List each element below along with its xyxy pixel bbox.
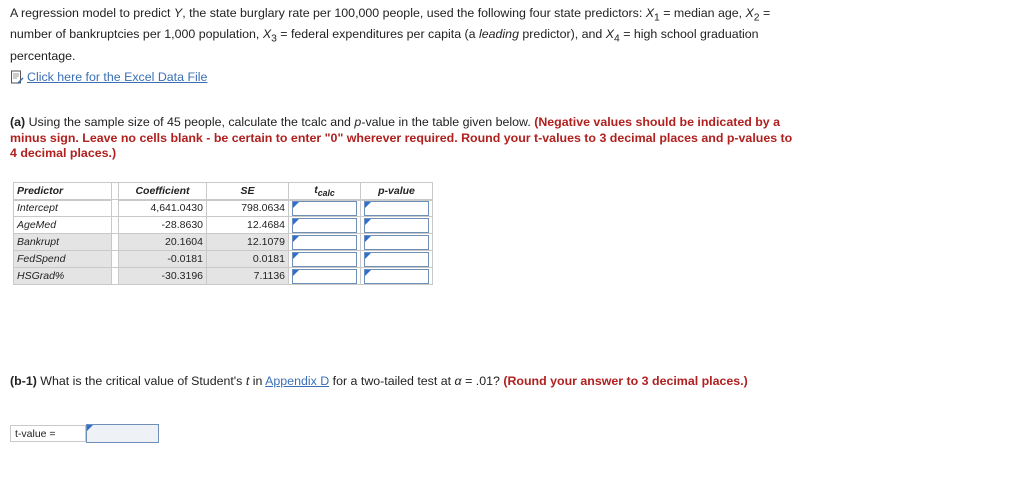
pvalue-input-hsgrad[interactable] <box>364 269 429 284</box>
tcalc-input-fedspend[interactable] <box>292 252 357 267</box>
coefficient-cell: 4,641.0430 <box>119 200 207 217</box>
tcalc-input-bankrupt[interactable] <box>292 235 357 250</box>
header-tcalc: $t_{calc}$ <box>289 183 361 200</box>
coefficient-cell: 20.1604 <box>119 234 207 251</box>
header-predictor: Predictor <box>14 183 112 200</box>
document-icon <box>10 70 24 84</box>
pvalue-input-fedspend[interactable] <box>364 252 429 267</box>
coefficient-cell: -30.3196 <box>119 268 207 285</box>
tvalue-input[interactable] <box>86 424 159 443</box>
coefficient-cell: -28.8630 <box>119 217 207 234</box>
table-row <box>14 268 433 285</box>
part-b1-instruction: (Round your answer to 3 decimal places.) <box>503 374 748 388</box>
row-label: Bankrupt <box>14 234 112 251</box>
pvalue-input-intercept[interactable] <box>364 201 429 216</box>
se-cell: 12.4684 <box>207 217 289 234</box>
se-cell: 7.1136 <box>207 268 289 285</box>
problem-intro: A regression model to predict Y, the state burglary rate per 100,000 people, used the following four state predictors: $X_1$ = median age, $X_2$ = number of bankruptcies per 1,000 population, $X_3$ = federal expenditures per capita (a leading predictor), and $X_4$ = high school graduation percentage. <box>10 6 771 63</box>
pvalue-input-agemed[interactable] <box>364 218 429 233</box>
excel-link-text[interactable]: Click here for the Excel Data File <box>27 70 208 84</box>
tcalc-input-agemed[interactable] <box>292 218 357 233</box>
table-row <box>14 234 433 251</box>
tvalue-label: t-value = <box>10 425 86 442</box>
tvalue-row <box>10 424 159 443</box>
table-row <box>14 200 433 217</box>
table-header-row <box>14 183 433 200</box>
table-row <box>14 217 433 234</box>
pvalue-input-bankrupt[interactable] <box>364 235 429 250</box>
regression-table <box>13 182 433 285</box>
se-cell: 12.1079 <box>207 234 289 251</box>
row-label: FedSpend <box>14 251 112 268</box>
part-b1-question: (b-1) What is the critical value of Student's t in Appendix D for a two-tailed test at α = .01? (Round your answer to 3 decimal places.) <box>10 374 748 388</box>
excel-data-link[interactable] <box>10 69 207 85</box>
table-row <box>14 251 433 268</box>
se-cell: 798.0634 <box>207 200 289 217</box>
coefficient-cell: -0.0181 <box>119 251 207 268</box>
header-se: SE <box>207 183 289 200</box>
tcalc-input-hsgrad[interactable] <box>292 269 357 284</box>
tcalc-input-intercept[interactable] <box>292 201 357 216</box>
header-pvalue: p-value <box>361 183 433 200</box>
part-a-instruction: (Negative values should be indicated by a minus sign. Leave no cells blank - be certain to enter "0" wherever required. Round your t-values to 3 decimal places and p-values to 4 decimal places.) <box>10 115 793 160</box>
row-label: HSGrad% <box>14 268 112 285</box>
appendix-d-link[interactable]: Appendix D <box>265 374 330 388</box>
part-a-question: (a) Using the sample size of 45 people, calculate the tcalc and p-value in the table given below. (Negative values should be indicated by a minus sign. Leave no cells blank - be certain to enter "0" wherever required. Round your t-values to 3 decimal places and p-values to 4 decimal places.) <box>10 115 793 160</box>
row-label: Intercept <box>14 200 112 217</box>
header-coefficient: Coefficient <box>119 183 207 200</box>
row-label: AgeMed <box>14 217 112 234</box>
se-cell: 0.0181 <box>207 251 289 268</box>
